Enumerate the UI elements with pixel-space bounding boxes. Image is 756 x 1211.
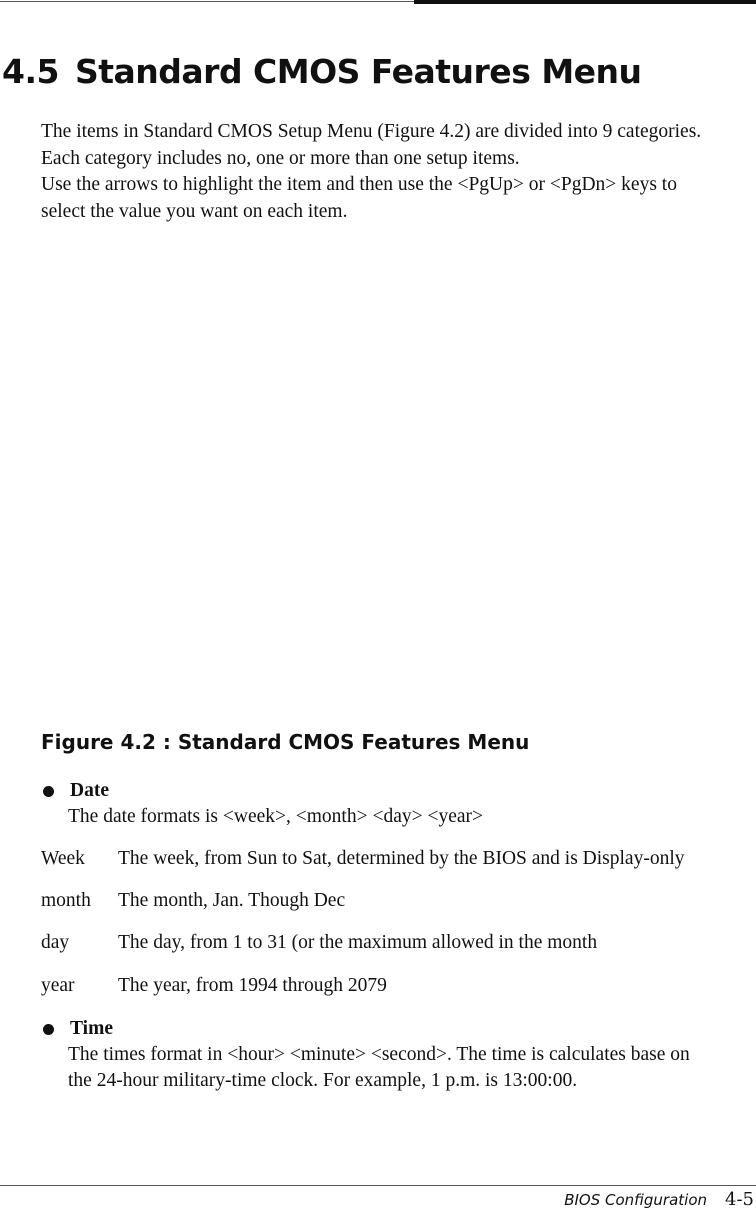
page-number: 4-5 bbox=[725, 1189, 754, 1210]
definition-term: Week bbox=[41, 848, 85, 869]
footer-rule bbox=[0, 1185, 756, 1186]
definition-desc: The day, from 1 to 31 (or the maximum allowed in the month bbox=[118, 932, 598, 953]
section-heading bbox=[2, 52, 642, 91]
time-title: Time bbox=[70, 1018, 113, 1039]
section-title: Standard CMOS Features Menu bbox=[74, 52, 642, 91]
intro-line: Each category includes no, one or more than one setup items. bbox=[41, 147, 520, 169]
bullet-icon bbox=[43, 1024, 54, 1035]
definition-desc: The week, from Sun to Sat, determined by the BIOS and is Display-only bbox=[118, 848, 685, 869]
definition-term: year bbox=[41, 975, 75, 996]
intro-paragraph bbox=[41, 119, 756, 225]
top-rule bbox=[0, 1, 414, 2]
time-section bbox=[41, 1016, 756, 1094]
intro-line: Use the arrows to highlight the item and then use the <PgUp> or <PgDn> keys to bbox=[41, 174, 677, 195]
definition-desc: The month, Jan. Though Dec bbox=[118, 890, 346, 911]
footer-section-title: BIOS Configuration bbox=[564, 1191, 707, 1209]
date-title: Date bbox=[70, 780, 109, 801]
page-footer bbox=[564, 1189, 754, 1210]
date-description: The date formats is <week>, <month> <day> <year> bbox=[68, 806, 484, 827]
time-description-line: The times format in <hour> <minute> <second>. The time is calculates base on bbox=[68, 1044, 690, 1065]
time-description-line: the 24-hour military-time clock. For example, 1 p.m. is 13:00:00. bbox=[68, 1070, 578, 1091]
section-number: 4.5 bbox=[2, 52, 59, 91]
intro-line: The items in Standard CMOS Setup Menu (Figure 4.2) are divided into 9 categories. bbox=[41, 121, 702, 142]
top-rule-bar bbox=[414, 0, 756, 4]
definition-term: month bbox=[41, 890, 91, 911]
definition-term: day bbox=[41, 932, 70, 953]
definition-desc: The year, from 1994 through 2079 bbox=[118, 975, 387, 996]
date-section bbox=[41, 778, 756, 830]
bullet-icon bbox=[43, 786, 54, 797]
intro-line: select the value you want on each item. bbox=[41, 200, 348, 222]
figure-placeholder bbox=[41, 238, 731, 718]
figure-caption: Figure 4.2 : Standard CMOS Features Menu bbox=[41, 730, 530, 754]
